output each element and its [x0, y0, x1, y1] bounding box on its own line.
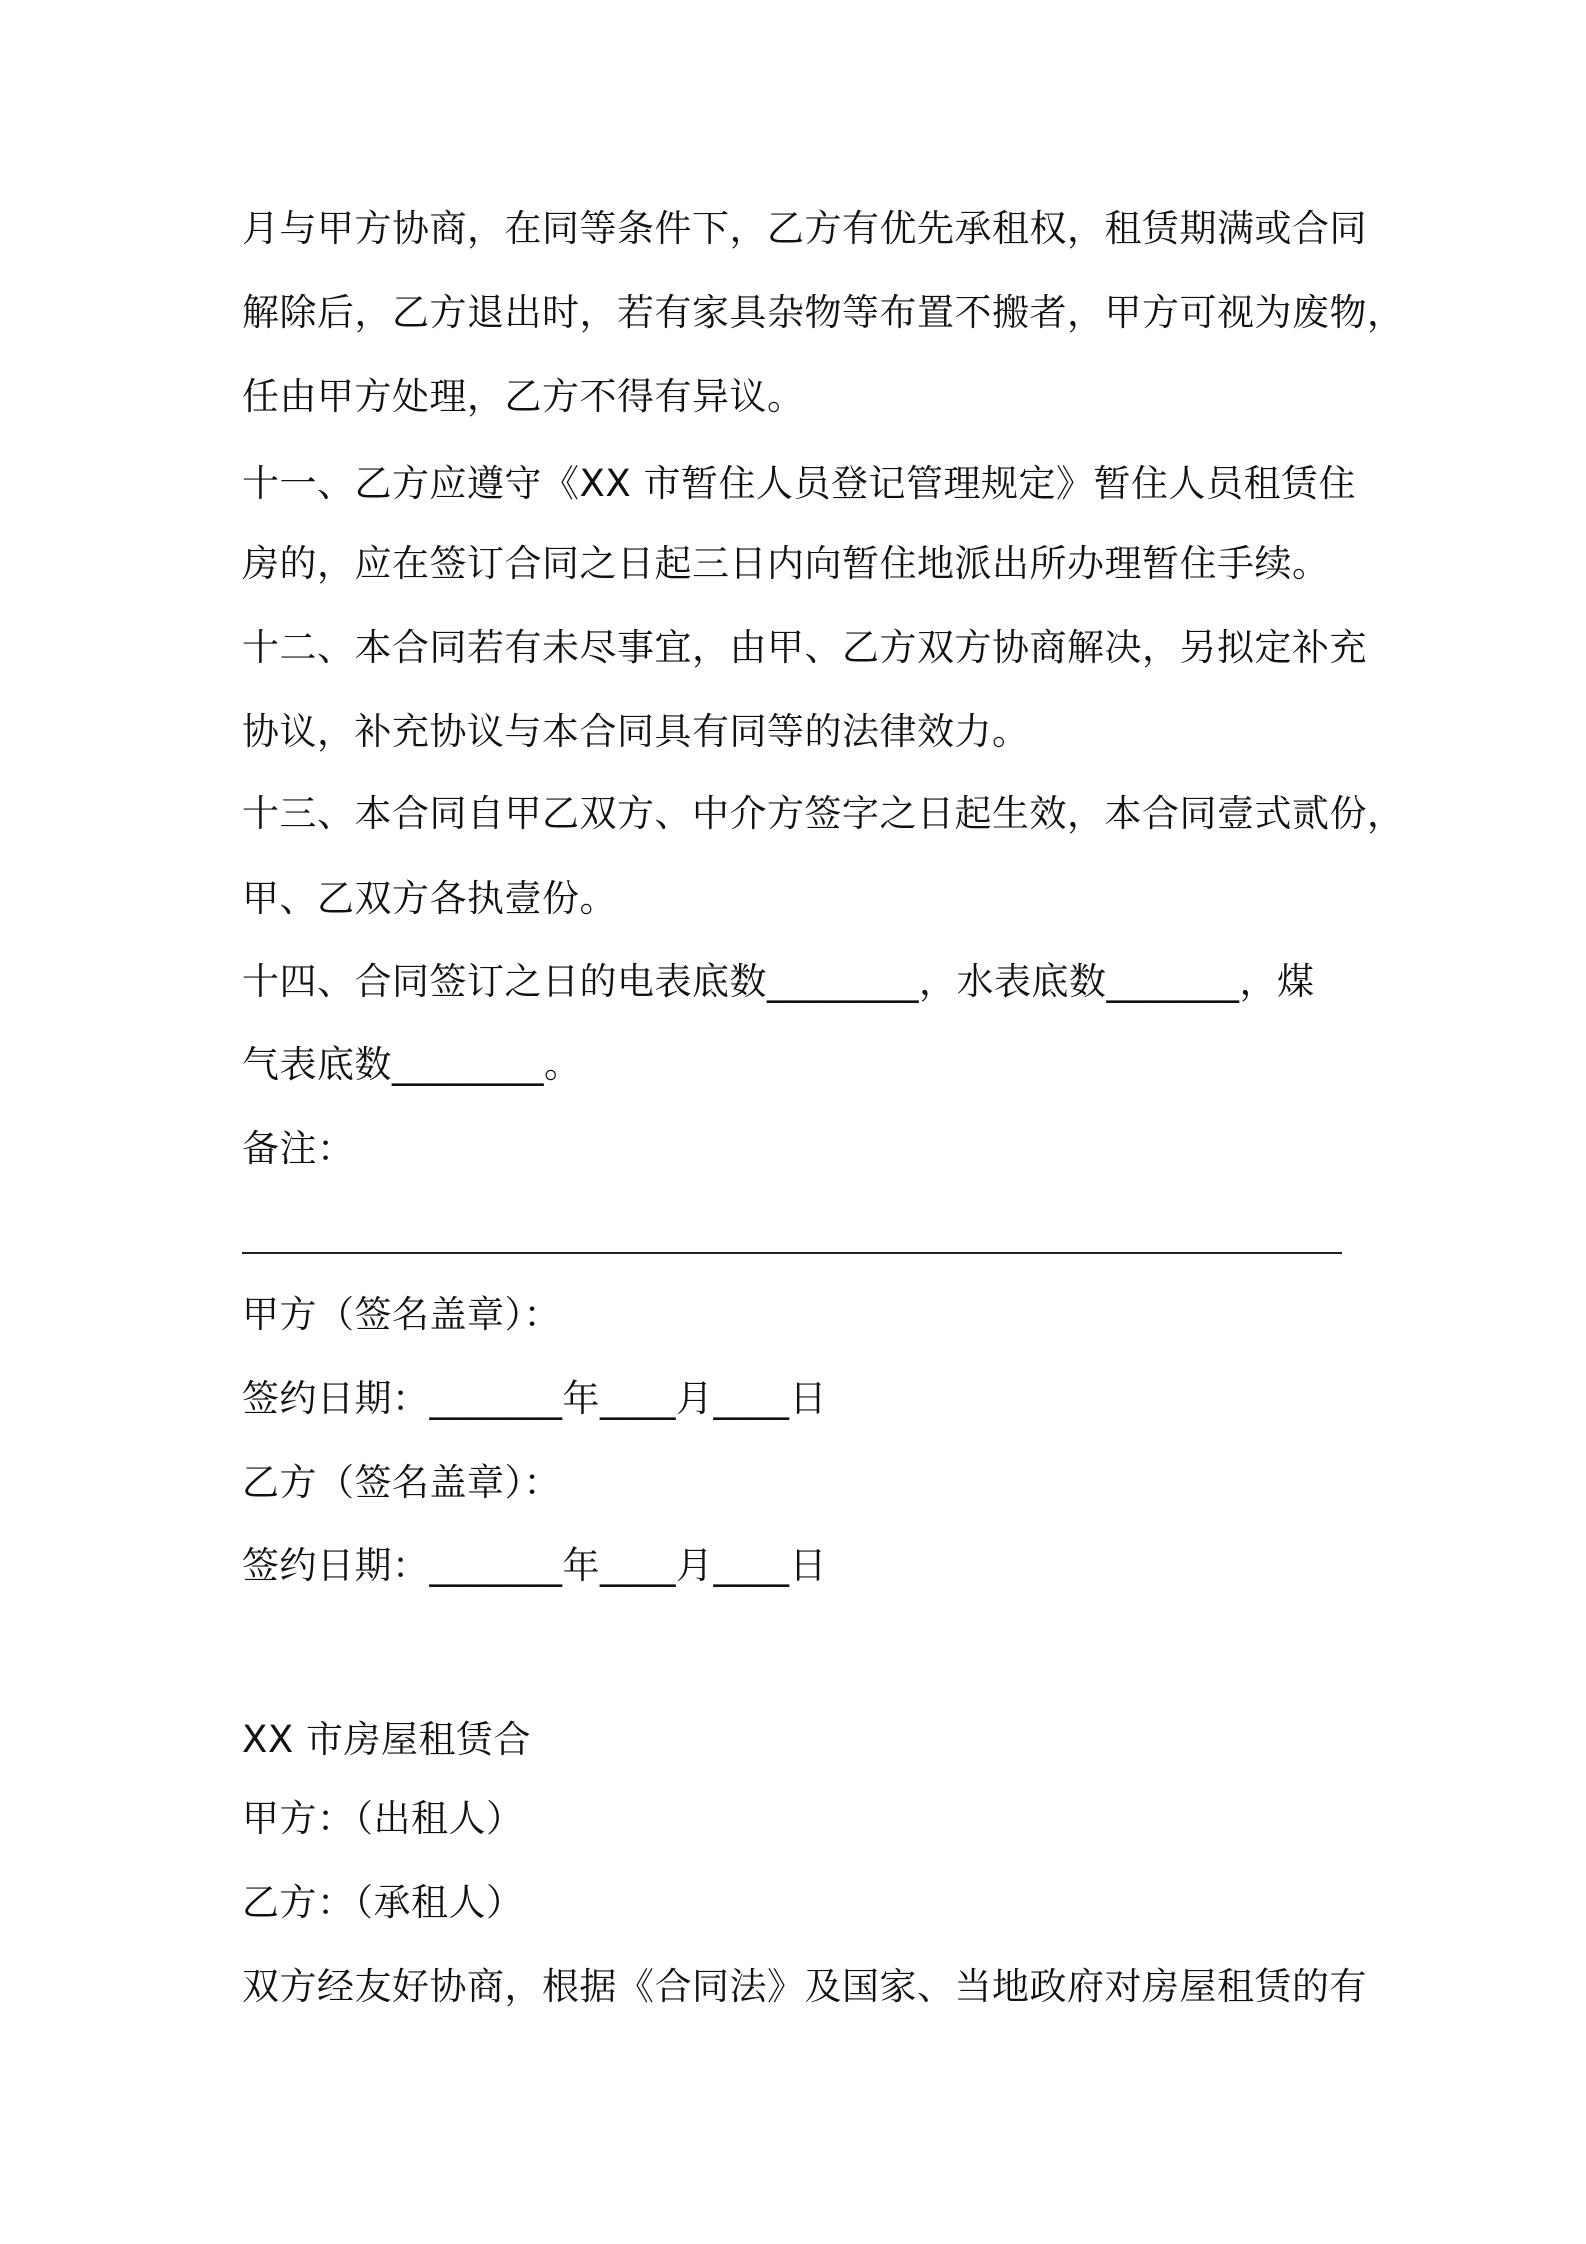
clause-ten-line-2: 解除后，乙方退出时，若有家具杂物等布置不搬者，甲方可视为废物， — [242, 291, 1405, 334]
clause-twelve-line-1: 十二、本合同若有未尽事宜，由甲、乙方双方协商解决，另拟定补充 — [242, 626, 1367, 669]
clause-eleven-line-1: 十一、乙方应遵守《XX 市暂住人员登记管理规定》暂住人员租赁住 — [242, 462, 1356, 505]
clause-twelve-line-2: 协议，补充协议与本合同具有同等的法律效力。 — [242, 710, 1030, 753]
party-b-signature: 乙方（签名盖章）： — [242, 1461, 561, 1504]
party-b-sign-date: 签约日期：_______年____月____日 — [242, 1544, 827, 1587]
clause-fourteen-line-1: 十四、合同签订之日的电表底数________，水表底数_______，煤 — [242, 960, 1315, 1003]
next-contract-title: XX 市房屋租赁合 — [242, 1718, 531, 1761]
clause-eleven-line-2: 房的，应在签订合同之日起三日内向暂住地派出所办理暂住手续。 — [242, 542, 1330, 585]
clause-thirteen-line-2: 甲、乙双方各执壹份。 — [242, 877, 617, 920]
clause-thirteen-line-1: 十三、本合同自甲乙双方、中介方签字之日起生效，本合同壹式贰份， — [242, 792, 1405, 835]
remarks-blank-line — [242, 1252, 1342, 1254]
party-a-signature: 甲方（签名盖章）： — [242, 1293, 561, 1336]
party-a-sign-date: 签约日期：_______年____月____日 — [242, 1377, 827, 1420]
next-contract-party-a: 甲方：（出租人） — [242, 1797, 524, 1840]
next-contract-intro: 双方经友好协商，根据《合同法》及国家、当地政府对房屋租赁的有 — [242, 1965, 1367, 2008]
clause-fourteen-line-2: 气表底数________。 — [242, 1043, 582, 1086]
clause-ten-line-1: 月与甲方协商，在同等条件下，乙方有优先承租权，租赁期满或合同 — [242, 207, 1367, 250]
clause-ten-line-3: 任由甲方处理，乙方不得有异议。 — [242, 375, 805, 418]
remarks-label: 备注： — [242, 1127, 355, 1170]
next-contract-party-b: 乙方：（承租人） — [242, 1881, 524, 1924]
